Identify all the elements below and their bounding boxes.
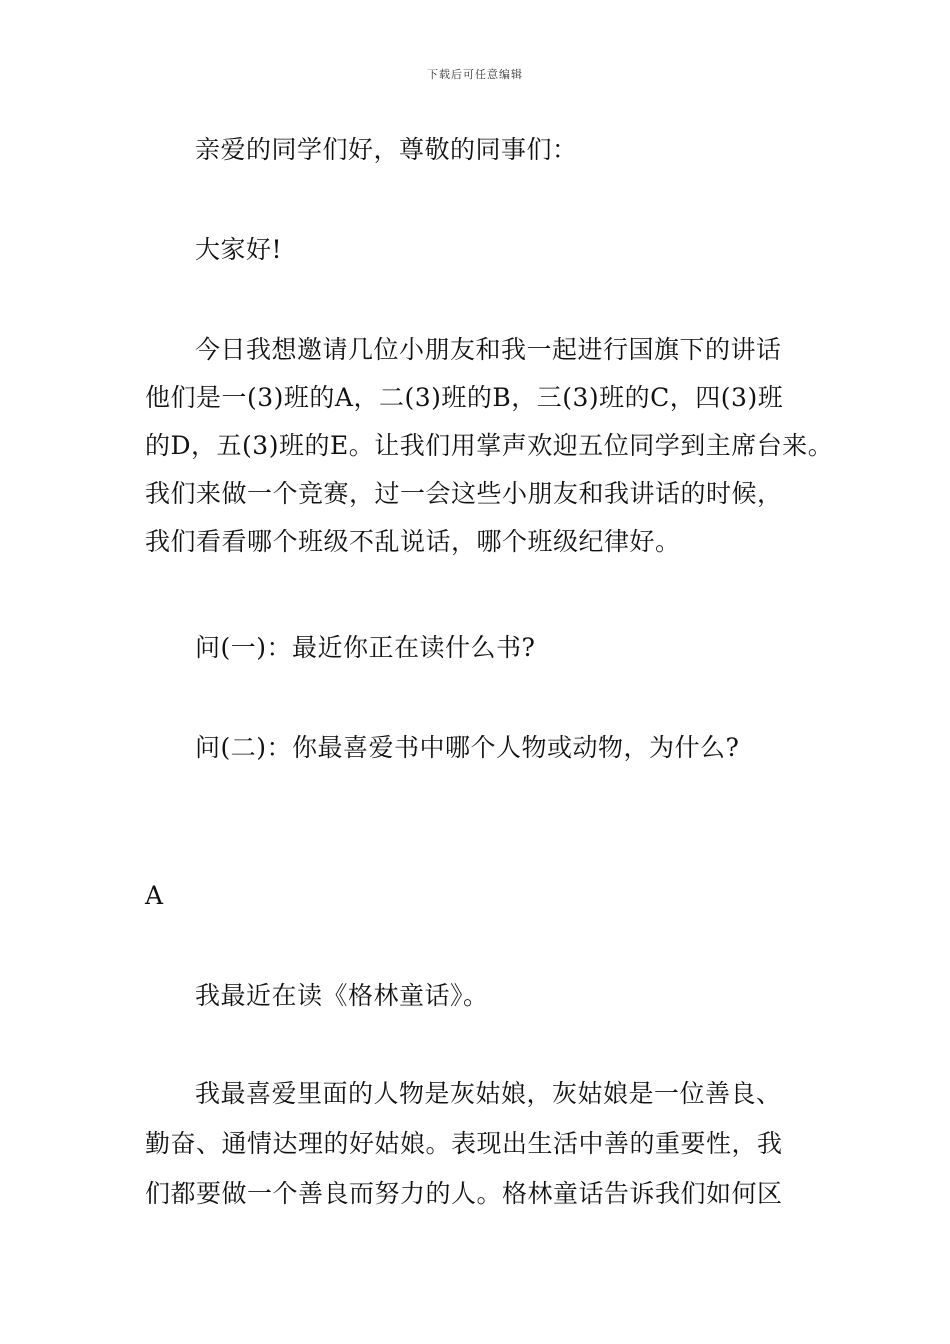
answer-line: 勤奋、通情达理的好姑娘。表现出生活中善的重要性，我 [145,1129,783,1158]
paragraph-line: 我们来做一个竞赛，过一会这些小朋友和我讲话的时候， [145,479,783,508]
paragraph-line: 的D，五(3)班的E。让我们用掌声欢迎五位同学到主席台来。 [145,431,834,460]
answer-line: 们都要做一个善良而努力的人。格林童话告诉我们如何区 [145,1179,783,1208]
header-note: 下载后可任意编辑 [427,68,523,81]
paragraph-line: 我们看看哪个班级不乱说话，哪个班级纪律好。 [145,527,681,556]
paragraph-line: 他们是一(3)班的A，二(3)班的B，三(3)班的C，四(3)班 [145,383,784,412]
question-one: 问(一)：最近你正在读什么书? [195,633,536,662]
answer-line: 我最喜爱里面的人物是灰姑娘，灰姑娘是一位善良、 [195,1079,782,1108]
question-two: 问(二)：你最喜爱书中哪个人物或动物，为什么? [195,733,740,762]
hello-line: 大家好! [195,235,283,264]
paragraph-line: 今日我想邀请几位小朋友和我一起进行国旗下的讲话 [195,335,782,364]
greeting-line: 亲爱的同学们好，尊敬的同事们： [195,135,578,164]
answer-line: 我最近在读《格林童话》。 [195,981,489,1010]
speaker-label: A [145,881,164,910]
